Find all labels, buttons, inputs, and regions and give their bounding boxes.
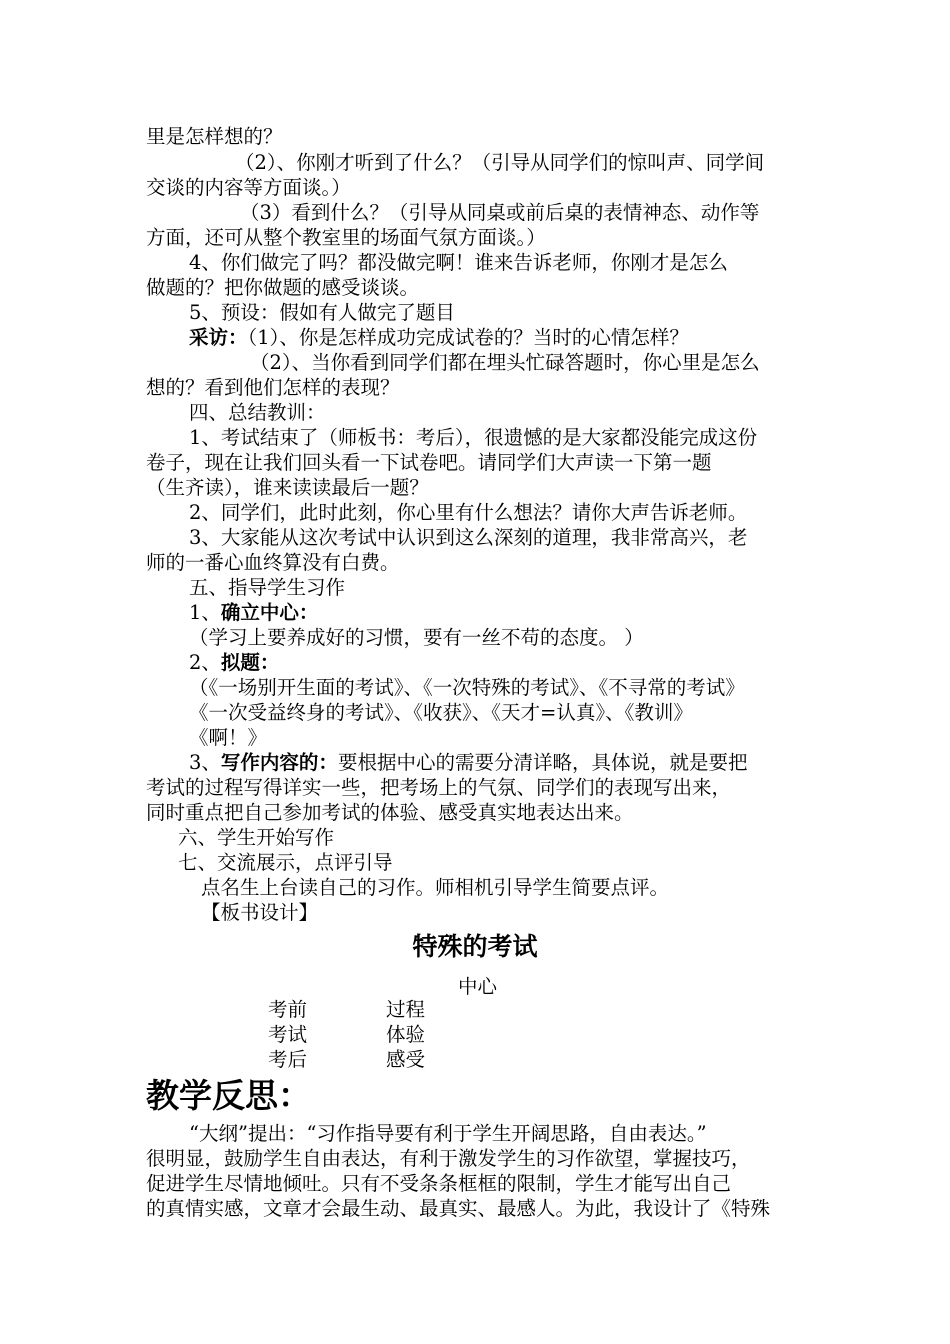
- reflection-line: 促进学生尽情地倾吐。只有不受条条框框的限制，学生才能写出自己: [146, 1172, 732, 1195]
- section-heading: 七、交流展示，点评引导: [178, 851, 393, 874]
- board-center-label: 中心: [458, 975, 498, 998]
- item-number: 1、: [189, 601, 221, 624]
- board-left-item: 考前: [268, 998, 308, 1021]
- body-line: 里是怎样想的？: [146, 125, 283, 148]
- bold-label: 确立中心：: [220, 601, 319, 624]
- body-line: [189, 650, 859, 676]
- body-line: （2）、你刚才听到了什么？（引导从同学们的惊叫声、同学间: [235, 151, 765, 174]
- body-line: 《啊！》: [189, 726, 268, 749]
- body-line: [189, 325, 814, 351]
- body-line: 方面，还可从整个教室里的场面气氛方面谈。）: [146, 226, 546, 249]
- body-line: （《一场别开生面的考试》、《一次特殊的考试》、《不寻常的考试》: [189, 676, 745, 699]
- body-line: 考试的过程写得详实一些，把考场上的气氛、同学们的表现写出来，: [146, 776, 732, 799]
- board-right-item: 过程: [386, 998, 426, 1021]
- reflection-line: 很明显，鼓励学生自由表达，有利于激发学生的习作欲望，掌握技巧，: [146, 1147, 751, 1170]
- body-line: 点名生上台读自己的习作。师相机引导学生简要点评。: [201, 876, 670, 899]
- body-line: 4、你们做完了吗？都没做完啊！谁来告诉老师，你刚才是怎么: [189, 251, 728, 274]
- body-line: 想的？看到他们怎样的表现？: [146, 376, 400, 399]
- body-line: 3、大家能从这次考试中认识到这么深刻的道理，我非常高兴，老: [189, 526, 748, 549]
- body-line: （3）看到什么？（引导从同桌或前后桌的表情神态、动作等: [240, 201, 760, 224]
- reflection-line: “大纲”提出：“习作指导要有利于学生开阔思路，自由表达。”: [189, 1122, 707, 1145]
- board-right-item: 体验: [386, 1023, 426, 1046]
- body-line: 1、考试结束了（师板书：考后），很遗憾的是大家都没能完成这份: [189, 426, 758, 449]
- body-line: 2、同学们，此时此刻，你心里有什么想法？请你大声告诉老师。: [189, 501, 748, 524]
- bold-label: 采访：: [189, 326, 248, 349]
- reflection-line: 的真情实感，文章才会最生动、最真实、最感人。为此，我设计了《特殊: [146, 1197, 771, 1220]
- body-line: [189, 750, 814, 776]
- body-line: 做题的？把你做题的感受谈谈。: [146, 276, 420, 299]
- body-line: 同时重点把自己参加考试的体验、感受真实地表达出来。: [146, 801, 634, 824]
- body-line: （生齐读），谁来读读最后一题？: [146, 476, 429, 499]
- body-line: 交谈的内容等方面谈。）: [146, 176, 351, 199]
- board-right-item: 感受: [386, 1048, 426, 1071]
- board-left-item: 考试: [268, 1023, 308, 1046]
- section-heading: 四、总结教训：: [189, 401, 326, 424]
- body-line: （学习上要养成好的习惯，要有一丝不苟的态度。 ）: [189, 626, 644, 649]
- body-line: 5、预设：假如有人做完了题目: [189, 301, 455, 324]
- body-line: 卷子，现在让我们回头看一下试卷吧。请同学们大声读一下第一题: [146, 451, 712, 474]
- section-heading: 【板书设计】: [201, 901, 319, 924]
- bold-label: 拟题：: [220, 651, 280, 674]
- section-heading: 六、学生开始写作: [178, 826, 335, 849]
- body-line: 《一次受益终身的考试》、《收获》、《天才=认真》、《教训》: [189, 701, 693, 724]
- body-line: [189, 600, 859, 626]
- board-left-item: 考后: [268, 1048, 308, 1071]
- board-title: 特殊的考试: [412, 932, 538, 961]
- body-line: （2）、当你看到同学们都在埋头忙碌答题时，你心里是怎么: [250, 351, 760, 374]
- item-number: 3、: [189, 751, 221, 774]
- bold-label: 写作内容的：: [220, 751, 338, 774]
- item-number: 2、: [189, 651, 221, 674]
- body-line: 师的一番心血终算没有白费。: [146, 551, 400, 574]
- body-text: （1）、你是怎样成功完成试卷的？当时的心情怎样？: [247, 326, 689, 349]
- reflection-heading: 教学反思：: [146, 1076, 311, 1115]
- body-text: 要根据中心的需要分清详略，具体说，就是要把: [337, 751, 748, 774]
- section-heading: 五、指导学生习作: [189, 576, 346, 599]
